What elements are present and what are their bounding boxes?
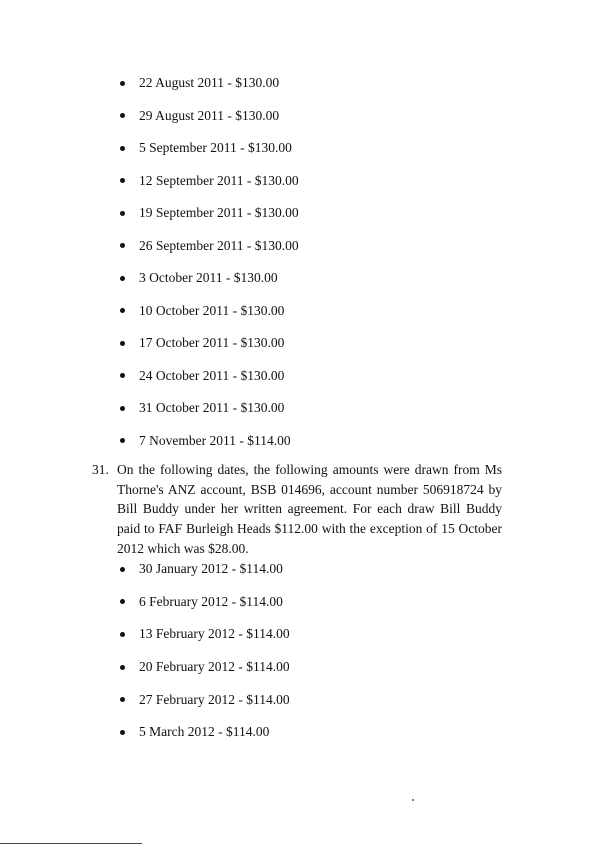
list-item [118,618,538,651]
list-item [118,132,538,165]
list-item [118,683,538,716]
scan-speck [412,799,414,801]
bullet-icon [120,599,125,604]
list-item [118,651,538,684]
paragraph-31 [92,460,502,559]
list-item [118,553,538,586]
list-item-text: 26 September 2011 - $130.00 [139,237,299,253]
list-item-text: 22 August 2011 - $130.00 [139,75,280,91]
list-item [118,262,538,295]
bullet-icon [120,276,125,281]
bullet-icon [120,567,125,572]
paragraph-text: On the following dates, the following amounts were drawn from Ms Thorne's ANZ account, BSB 014696, account number 506918724 by Bill Buddy under her written agreement. For each draw Bill Buddy paid to FAF Burleigh Heads $112.00 with the exception of 15 October 2012 which was $28.00. [117,462,502,556]
list-item-text: 13 February 2012 - $114.00 [139,626,290,642]
list-item-text: 29 August 2011 - $130.00 [139,107,280,123]
list-item-text: 6 February 2012 - $114.00 [139,593,283,609]
list-item-text: 10 October 2011 - $130.00 [139,302,285,318]
list-item [118,230,538,263]
list-item-text: 19 September 2011 - $130.00 [139,205,299,221]
list-item-text: 31 October 2011 - $130.00 [139,400,285,416]
paragraph-number: 31. [92,462,109,477]
list-item-text: 30 January 2012 - $114.00 [139,561,283,577]
list-item-text: 12 September 2011 - $130.00 [139,172,299,188]
list-item [118,425,538,458]
list-item-text: 5 March 2012 - $114.00 [139,724,270,740]
list-item [118,295,538,328]
bullet-icon [120,438,125,443]
list-item-text: 27 February 2012 - $114.00 [139,691,290,707]
bullet-icon [120,308,125,313]
list-item-text: 5 September 2011 - $130.00 [139,140,292,156]
bullet-icon [120,178,125,183]
list-item [118,586,538,619]
list-item-text: 24 October 2011 - $130.00 [139,367,285,383]
bullet-list-2012-draws [118,553,538,749]
list-item-text: 17 October 2011 - $130.00 [139,335,285,351]
list-item [118,165,538,198]
bullet-icon [120,373,125,378]
list-item [118,197,538,230]
bullet-list-2011-payments [118,67,538,457]
list-item [118,716,538,749]
bullet-icon [120,243,125,248]
list-item-text: 7 November 2011 - $114.00 [139,432,291,448]
bullet-icon [120,113,125,118]
list-item-text: 3 October 2011 - $130.00 [139,270,278,286]
bullet-icon [120,730,125,735]
list-item-text: 20 February 2012 - $114.00 [139,659,290,675]
footer-rule [0,843,142,844]
list-item [118,327,538,360]
bullet-icon [120,211,125,216]
bullet-icon [120,665,125,670]
bullet-icon [120,697,125,702]
bullet-icon [120,406,125,411]
bullet-icon [120,81,125,86]
list-item [118,360,538,393]
bullet-icon [120,341,125,346]
bullet-icon [120,146,125,151]
list-item [118,392,538,425]
bullet-icon [120,632,125,637]
list-item [118,100,538,133]
list-item [118,67,538,100]
